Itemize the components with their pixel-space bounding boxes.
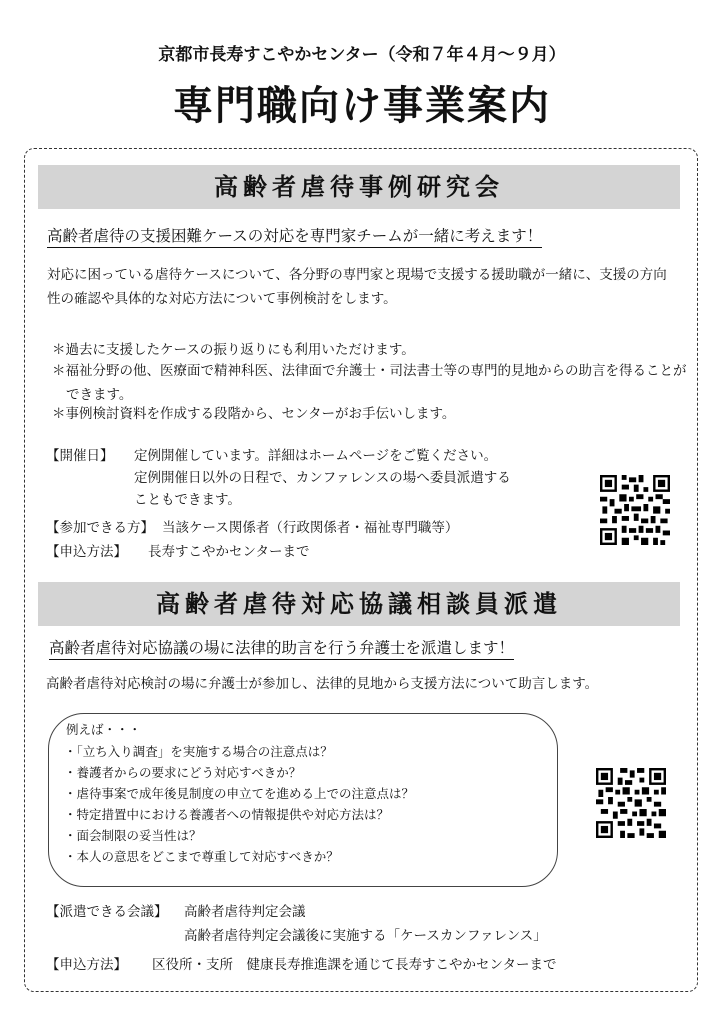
section2-lead: 高齢者虐待対応協議の場に法律的助言を行う弁護士を派遣します！ <box>49 636 514 660</box>
section2-meeting-1: 高齢者虐待判定会議 <box>184 904 306 920</box>
example-item-6: ・本人の意思をどこまで尊重して対応すべきか？ <box>64 849 339 864</box>
example-item-4: ・特定措置中における養護者への情報提供や対応方法は？ <box>64 807 390 822</box>
section1-date-label: 【開催日】 <box>46 448 114 464</box>
section1-description: 対応に困っている虐待ケースについて、各分野の専門家と現場で支援する援助職が一緒に、支援の方向性の確認や具体的な対応方法について事例検討をします。 <box>47 267 667 307</box>
section1-date-line-3: こともできます。 <box>134 492 241 508</box>
section2-heading: 高齢者虐待対応協議相談員派遣 <box>38 582 680 626</box>
section2-meetings-label: 【派遣できる会議】 <box>46 904 168 920</box>
section1-heading: 高齢者虐待事例研究会 <box>38 165 680 209</box>
section1-date-line-1: 定例開催しています。詳細はホームページをご覧ください。 <box>134 448 498 464</box>
section1-participants: 当該ケース関係者（行政関係者・福祉専門職等） <box>162 520 459 536</box>
page-subtitle: 京都市長寿すこやかセンター（令和７年４月～９月） <box>158 45 566 65</box>
section1-note-1: ＊過去に支援したケースの振り返りにも利用いただけます。 <box>52 342 415 358</box>
section1-apply: 長寿すこやかセンターまで <box>148 544 310 560</box>
example-item-3: ・虐待事案で成年後見制度の申立てを進める上での注意点は？ <box>64 786 415 801</box>
section2-description: 高齢者虐待対応検討の場に弁護士が参加し、法律的見地から支援方法について助言します。 <box>46 676 599 692</box>
section2-apply: 区役所・支所 健康長寿推進課を通じて長寿すこやかセンターまで <box>152 957 557 973</box>
examples-title: 例えば・・・ <box>66 722 142 737</box>
section1-lead: 高齢者虐待の支援困難ケースの対応を専門家チームが一緒に考えます！ <box>47 224 542 248</box>
qr-code-icon[interactable] <box>600 475 670 545</box>
example-item-1: ・「立ち入り調査」を実施する場合の注意点は？ <box>64 744 333 759</box>
section2-apply-label: 【申込方法】 <box>46 957 127 973</box>
section2-meeting-2: 高齢者虐待判定会議後に実施する「ケースカンファレンス」 <box>184 928 547 944</box>
example-item-2: ・養護者からの要求にどう対応すべきか？ <box>64 765 302 780</box>
qr-code-icon[interactable] <box>596 768 666 838</box>
section1-date-line-2: 定例開催日以外の日程で、カンファレンスの場へ委員派遣する <box>134 470 511 486</box>
example-item-5: ・面会制限の妥当性は？ <box>64 828 202 843</box>
page-title: 専門職向け事業案内 <box>173 83 551 129</box>
section1-apply-label: 【申込方法】 <box>46 544 127 560</box>
section1-participants-label: 【参加できる方】 <box>46 520 154 536</box>
section1-note-2: ＊福祉分野の他、医療面で精神科医、法律面で弁護士・司法書士等の専門的見地からの助言を得ることができます。 <box>52 363 687 403</box>
section1-note-3: ＊事例検討資料を作成する段階から、センターがお手伝いします。 <box>52 406 456 422</box>
